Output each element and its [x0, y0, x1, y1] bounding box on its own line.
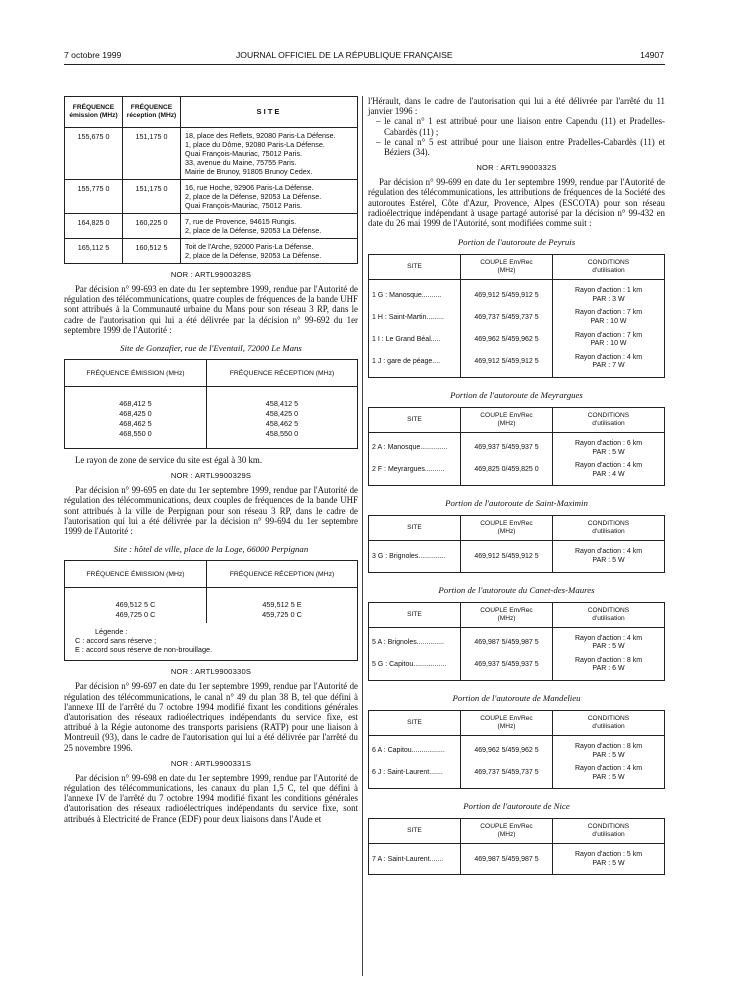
- table-row: [369, 656, 665, 681]
- table-row: [369, 764, 665, 789]
- site-name: 3 G : Brignoles..............: [369, 547, 461, 572]
- emission-frequency: 164,825 0: [65, 214, 123, 239]
- decision-paragraph: Par décision n° 99-697 en date du 1er septembre 1999, rendue par l'Autorité de régulation des télécommunications, le canal n° 49 du plan 38 B, tel que défini à l'annexe III de l'arrêté du 7 octobre 1994 modifié fixant les conditions générales d'autorisation des réseaux radioélectriques indépendants du service fixe, est attribué à la Régie autonome des transports parisiens (RATP) pour une liaison à Montreuil (93), dans le cadre de l'autorisation qui lui a été délivrée par l'arrêté du 25 novembre 1996.: [64, 681, 358, 753]
- site-address: 2, place de la Défense, 92053 La Défense.: [185, 226, 322, 235]
- usage-conditions: Rayon d'action : 5 km PAR : 5 W: [553, 850, 665, 875]
- table-row: [369, 547, 665, 572]
- header-freq-reception: FRÉQUENCE RÉCEPTION (MHz): [206, 561, 357, 588]
- site-name: 2 F : Meyrargues..........: [369, 461, 461, 486]
- table-row: [65, 239, 358, 264]
- autoroute-portion-title: Portion de l'autoroute de Nice: [463, 801, 570, 812]
- header-freq-emission: FRÉQUENCE ÉMISSION (MHz): [65, 561, 207, 588]
- paragraph-continuation: l'Hérault, dans le cadre de l'autorisation qui lui a été délivrée par l'arrêté du 11 janvier 1996 :: [368, 96, 665, 117]
- site-name: 2 A : Manosque..............: [369, 439, 461, 461]
- autoroute-portion-title: Portion de l'autoroute du Canet-des-Maures: [438, 584, 595, 595]
- site-name: 5 A : Brignoles..............: [369, 634, 461, 656]
- reception-values: 458,412 5 458,425 0 458,462 5 458,550 0: [206, 387, 357, 449]
- autoroute-site-table: [368, 710, 665, 789]
- frequency-couple: 469,987 5/459,987 5: [461, 850, 553, 875]
- header-site: SITE: [369, 819, 461, 844]
- frequency-couple: 469,912 5/459,912 5: [461, 286, 553, 308]
- header-couple: COUPLE Em/Rec (MHz): [461, 710, 553, 735]
- table-row: [369, 439, 665, 461]
- autoroute-portion-title: Portion de l'autoroute de Meyrargues: [450, 389, 583, 400]
- header-couple: COUPLE Em/Rec (MHz): [461, 516, 553, 541]
- dash-item: – le canal n° 5 est attribué pour une liaison entre Pradelles-Cabardès (11) et Béziers (34).: [376, 136, 665, 158]
- frequency-couple: 469,962 5/459,962 5: [461, 331, 553, 353]
- header-freq-reception: FRÉQUENCE RÉCEPTION (MHz): [206, 360, 357, 387]
- usage-conditions: Rayon d'action : 6 km PAR : 5 W: [553, 439, 665, 461]
- header-freq-emission: FRÉQUENCE émission (MHz): [65, 97, 123, 128]
- header-couple: COUPLE Em/Rec (MHz): [461, 602, 553, 627]
- frequency-couple: 469,825 0/459,825 0: [461, 461, 553, 486]
- header-couple: COUPLE Em/Rec (MHz): [461, 255, 553, 280]
- autoroute-portion-title: Portion de l'autoroute de Peyruis: [457, 237, 576, 248]
- frequency-couple: 469,912 5/459,912 5: [461, 547, 553, 572]
- usage-conditions: Rayon d'action : 4 km PAR : 4 W: [553, 461, 665, 486]
- column-divider: [362, 96, 363, 976]
- site-address: Quai François-Mauriac, 75012 Paris.: [185, 201, 303, 210]
- usage-conditions: Rayon d'action : 4 km PAR : 5 W: [553, 634, 665, 656]
- table-row: [369, 286, 665, 308]
- reception-frequency: 151,175 0: [123, 128, 181, 180]
- site-name: 1 J : gare de péage....: [369, 353, 461, 378]
- table-row: [369, 461, 665, 486]
- site-address: Quai François-Mauriac, 75012 Paris.: [185, 149, 303, 158]
- header-conditions: CONDITIONS d'utilisation: [553, 710, 665, 735]
- emission-values: 468,412 5 468,425 0 468,462 5 468,550 0: [65, 387, 207, 449]
- autoroute-portion-title: Portion de l'autoroute de Saint-Maximin: [445, 498, 588, 509]
- reception-frequency: 160,512 5: [123, 239, 181, 264]
- legend: Légende : C : accord sans réserve ; E : accord sous réserve de non-brouillage.: [65, 623, 358, 661]
- service-radius-text: Le rayon de zone de service du site est égal à 30 km.: [75, 455, 263, 466]
- site-addresses: [181, 214, 358, 239]
- header-conditions: CONDITIONS d'utilisation: [553, 602, 665, 627]
- site-address: 16, rue Hoche, 92906 Paris-La Défense.: [185, 183, 314, 192]
- usage-conditions: Rayon d'action : 4 km PAR : 7 W: [553, 353, 665, 378]
- site-address: 7, rue de Provence, 94615 Rungis.: [185, 217, 297, 226]
- escota-sections: [368, 237, 665, 875]
- decision-paragraph: Par décision n° 99-693 en date du 1er septembre 1999, rendue par l'Autorité de régulation des télécommunications, quatre couples de fréquences de la bande UHF sont attribués à la Communauté urbaine du Mans pour son réseau 3 RP, dans le cadre de l'autorisation qui lui a été délivrée par la décision n° 99-692 du 1er septembre 1999 de l'Autorité :: [64, 284, 358, 335]
- decision-paragraph: Par décision n° 99-698 en date du 1er septembre 1999, rendue par l'Autorité de régulation des télécommunications, les canaux du plan 1,5 C, tel que défini à l'annexe IV de l'arrêté du 7 octobre 1994 modifié fixant les conditions générales d'autorisation des réseaux radioélectriques indépendants du service fixe, sont attribués à Electricité de France (EDF) pour deux liaisons dans l'Aude et: [64, 772, 358, 824]
- autoroute-portion-title: Portion de l'autoroute de Mandelieu: [452, 692, 581, 703]
- header-rule: [64, 64, 665, 65]
- dash-item: – le canal n° 1 est attribué pour une liaison entre Capendu (11) et Pradelles-Cabardès (11) ;: [376, 116, 665, 137]
- site-name: 1 G : Manosque..........: [369, 286, 461, 308]
- frequency-couple: 469,912 5/459,912 5: [461, 353, 553, 378]
- perpignan-frequency-table: [64, 560, 358, 661]
- table-row: [65, 180, 358, 214]
- table-row: [369, 353, 665, 378]
- emission-frequency: 155,775 0: [65, 180, 123, 214]
- reception-frequency: 151,175 0: [123, 180, 181, 214]
- autoroute-site-table: [368, 818, 665, 875]
- site-name: 6 J : Saint-Laurent.......: [369, 764, 461, 789]
- site-name: 7 A : Saint-Laurent.......: [369, 850, 461, 875]
- autoroute-site-table: [368, 407, 665, 486]
- site-address: 33, avenue du Maine, 75755 Paris.: [185, 158, 297, 167]
- usage-conditions: Rayon d'action : 4 km PAR : 5 W: [553, 764, 665, 789]
- header-freq-reception: FRÉQUENCE réception (MHz): [123, 97, 181, 128]
- nor-reference: NOR : ARTL9900328S: [170, 270, 252, 279]
- left-column: [64, 96, 358, 824]
- site-address: Mairie de Brunoy, 91805 Brunoy Cedex.: [185, 167, 313, 176]
- right-column: [368, 96, 665, 875]
- table-row: [369, 308, 665, 330]
- usage-conditions: Rayon d'action : 8 km PAR : 6 W: [553, 656, 665, 681]
- decision-paragraph: Par décision n° 99-699 en date du 1er septembre 1999, rendue par l'Autorité de régulation des télécommunications, les attributions de fréquences de la Société des autoroutes Estérel, Côte d'Azur, Provence, Alpes (ESCOTA) pour son réseau radioélectrique indépendant à usage partagé autorisé par la décision n° 99-432 en date du 26 mai 1999 de l'Autorité, sont modifiées comme suit :: [368, 177, 665, 229]
- frequency-couple: 469,962 5/459,962 5: [461, 742, 553, 764]
- header-title: JOURNAL OFFICIEL DE LA RÉPUBLIQUE FRANÇAISE: [236, 50, 453, 60]
- site-address: 1, place du Dôme, 92080 Paris-La Défense.: [185, 140, 325, 149]
- nor-reference: NOR : ARTL9900330S: [170, 667, 252, 677]
- site-addresses: [181, 128, 358, 180]
- site-address: 18, place des Reflets, 92080 Paris-La Défense.: [185, 131, 336, 140]
- site-address: 2, place de la Défense, 92053 La Défense.: [185, 251, 322, 260]
- usage-conditions: Rayon d'action : 7 km PAR : 10 W: [553, 331, 665, 353]
- header-date: 7 octobre 1999: [64, 50, 122, 60]
- header-conditions: CONDITIONS d'utilisation: [553, 255, 665, 280]
- usage-conditions: Rayon d'action : 4 km PAR : 5 W: [553, 547, 665, 572]
- header-site: SITE: [181, 97, 358, 128]
- table-row: [369, 634, 665, 656]
- frequency-couple: 469,737 5/459,737 5: [461, 764, 553, 789]
- header-site: SITE: [369, 602, 461, 627]
- emission-values: 469,512 5 C 469,725 0 C: [65, 588, 207, 624]
- autoroute-site-table: [368, 602, 665, 681]
- header-freq-emission: FRÉQUENCE ÉMISSION (MHz): [65, 360, 207, 387]
- header-site: SITE: [369, 516, 461, 541]
- decision-paragraph: Par décision n° 99-695 en date du 1er septembre 1999, rendue par l'Autorité de régulation des télécommunications, deux couples de fréquences de la bande UHF sont attribués à la ville de Perpignan pour son réseau 3 RP, dans le cadre de l'autorisation qui lui a été délivrée par la décision n° 99-694 du 1er septembre 1999 de l'Autorité :: [64, 485, 358, 537]
- frequency-couple: 469,937 5/459,937 5: [461, 439, 553, 461]
- site-name: 5 G : Capitou.................: [369, 656, 461, 681]
- usage-conditions: Rayon d'action : 8 km PAR : 5 W: [553, 742, 665, 764]
- header-site: SITE: [369, 255, 461, 280]
- nor-reference: NOR : ARTL9900329S: [170, 471, 252, 481]
- nor-reference: NOR : ARTL9900331S: [170, 758, 252, 768]
- table-row: [65, 128, 358, 180]
- table-row: [369, 742, 665, 764]
- site-name: 1 H : Saint-Martin.........: [369, 308, 461, 330]
- reception-frequency: 160,225 0: [123, 214, 181, 239]
- header-couple: COUPLE Em/Rec (MHz): [461, 407, 553, 432]
- usage-conditions: Rayon d'action : 1 km PAR : 3 W: [553, 286, 665, 308]
- table-row: [369, 331, 665, 353]
- reception-values: 459,512 5 E 459,725 0 C: [206, 588, 357, 624]
- site-title: Site : hôtel de ville, place de la Loge, 66000 Perpignan: [113, 544, 309, 555]
- header-conditions: CONDITIONS d'utilisation: [553, 516, 665, 541]
- header-page-number: 14907: [640, 50, 664, 60]
- frequency-couple: 469,737 5/459,737 5: [461, 308, 553, 330]
- autoroute-site-table: [368, 254, 665, 378]
- header-site: SITE: [369, 710, 461, 735]
- site-address: 2, place de la Défense, 92053 La Défense.: [185, 192, 322, 201]
- header-conditions: CONDITIONS d'utilisation: [553, 407, 665, 432]
- header-conditions: CONDITIONS d'utilisation: [553, 819, 665, 844]
- frequency-site-table: [64, 96, 358, 264]
- table-row: [369, 850, 665, 875]
- autoroute-site-table: [368, 515, 665, 572]
- site-title: Site de Gonzafier, rue de l'Eventail, 72000 Le Mans: [120, 343, 302, 354]
- emission-frequency: 165,112 5: [65, 239, 123, 264]
- site-addresses: [181, 180, 358, 214]
- frequency-couple: 469,987 5/459,987 5: [461, 634, 553, 656]
- page-header: [64, 50, 664, 64]
- nor-reference: NOR : ARTL9900332S: [476, 163, 557, 173]
- site-addresses: [181, 239, 358, 264]
- header-couple: COUPLE Em/Rec (MHz): [461, 819, 553, 844]
- site-name: 1 I : Le Grand Béal.....: [369, 331, 461, 353]
- table-row: [65, 214, 358, 239]
- site-name: 6 A : Capitou.................: [369, 742, 461, 764]
- site-address: Toit de l'Arche, 92000 Paris-La Défense.: [185, 242, 314, 251]
- frequency-couple: 469,937 5/459,937 5: [461, 656, 553, 681]
- emission-frequency: 155,675 0: [65, 128, 123, 180]
- le-mans-frequency-table: [64, 359, 358, 449]
- usage-conditions: Rayon d'action : 7 km PAR : 10 W: [553, 308, 665, 330]
- header-site: SITE: [369, 407, 461, 432]
